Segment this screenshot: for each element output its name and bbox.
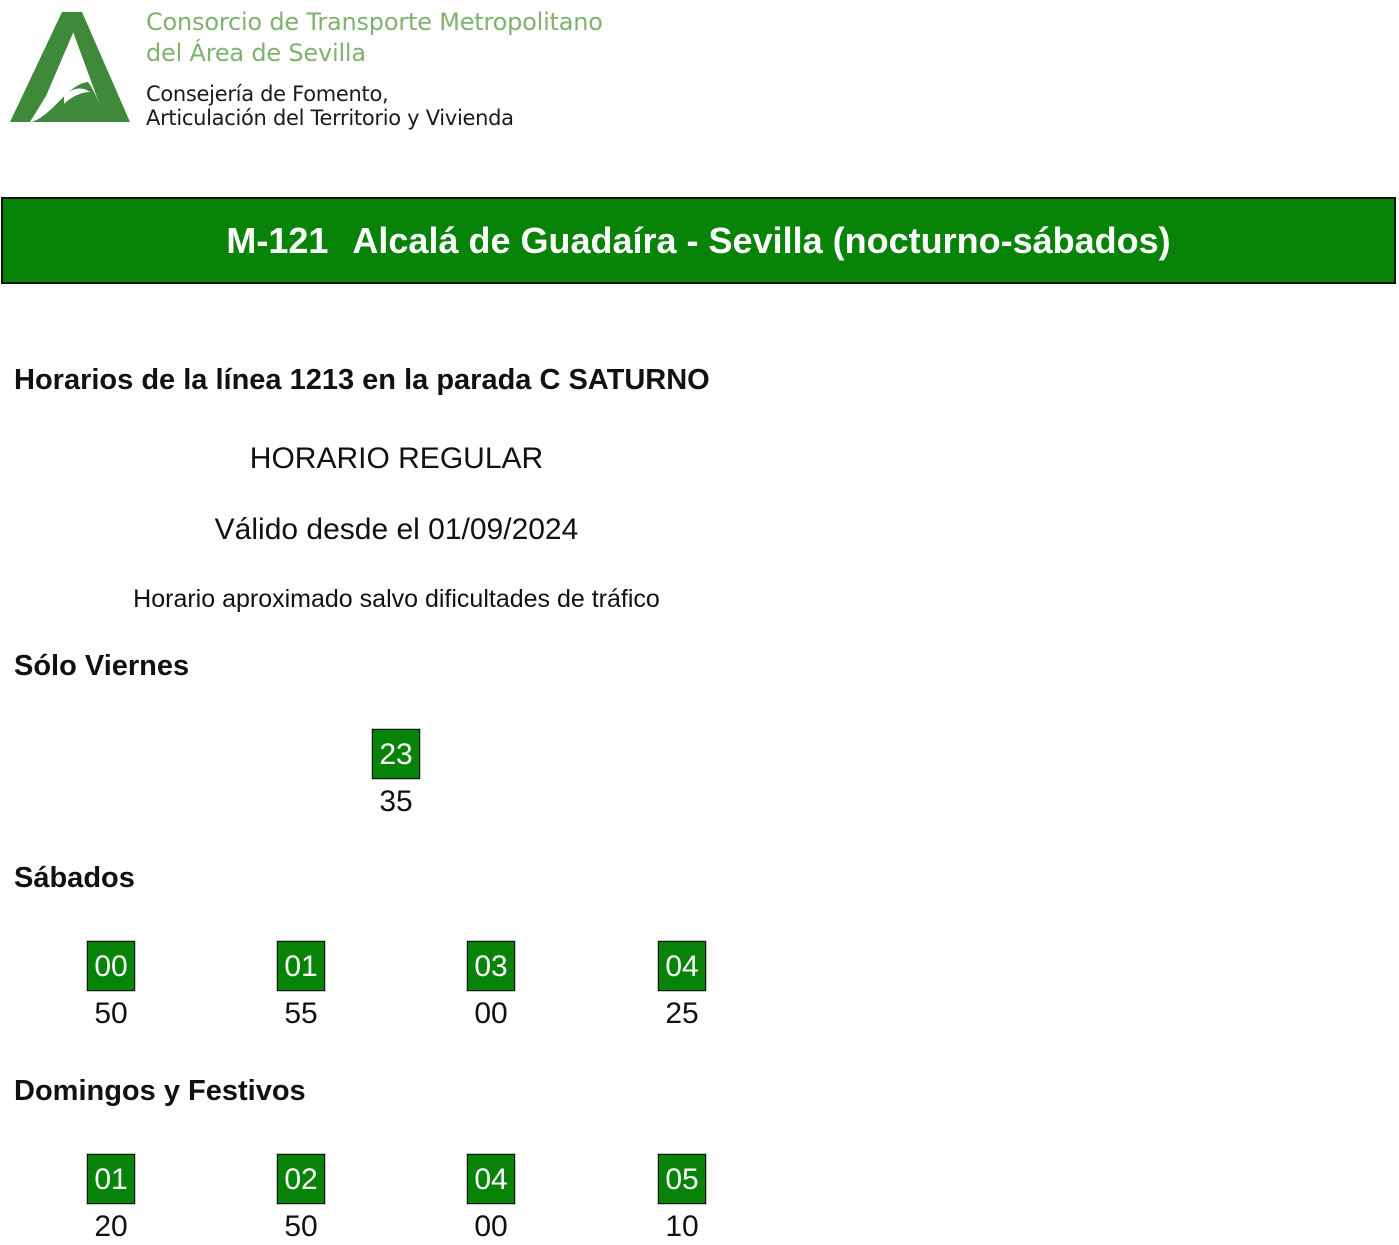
minute-value: 25	[665, 997, 699, 1030]
junta-andalucia-logo-icon	[10, 10, 132, 128]
time-slot	[461, 1154, 521, 1245]
hour-box: 23	[372, 729, 420, 779]
section-title-saturday: Sábados	[14, 862, 135, 894]
hour-box: 02	[277, 1154, 325, 1204]
time-slot	[81, 941, 141, 1032]
hour-box: 04	[467, 1154, 515, 1204]
stop-schedule-subtitle: Horarios de la línea 1213 en la parada C SATURNO	[14, 364, 710, 396]
hour-box: 05	[658, 1154, 706, 1204]
hour-box: 03	[467, 941, 515, 991]
minute-value: 10	[665, 1210, 699, 1243]
minute-value: 50	[284, 1210, 318, 1243]
traffic-disclaimer: Horario aproximado salvo dificultades de tráfico	[133, 585, 660, 613]
minute-value: 00	[474, 997, 508, 1030]
department-name-line2: Articulación del Territorio y Vivienda	[146, 106, 514, 130]
hour-box: 01	[87, 1154, 135, 1204]
time-slot	[366, 729, 426, 820]
minute-value: 35	[379, 785, 413, 818]
minute-value: 55	[284, 997, 318, 1030]
organization-name-line1: Consorcio de Transporte Metropolitano	[146, 8, 603, 36]
section-title-sundays-holidays: Domingos y Festivos	[14, 1075, 306, 1107]
time-slot	[271, 1154, 331, 1245]
department-name-line1: Consejería de Fomento,	[146, 82, 389, 106]
hour-box: 00	[87, 941, 135, 991]
time-slot	[652, 941, 712, 1032]
organization-name-line2: del Área de Sevilla	[146, 39, 366, 67]
time-slot	[652, 1154, 712, 1245]
schedule-type: HORARIO REGULAR	[249, 442, 544, 475]
section-title-friday: Sólo Viernes	[14, 650, 190, 682]
minute-value: 20	[94, 1210, 128, 1243]
time-slot	[271, 941, 331, 1032]
valid-from-date: Válido desde el 01/09/2024	[214, 513, 579, 546]
minute-value: 00	[474, 1210, 508, 1243]
route-name: Alcalá de Guadaíra - Sevilla (nocturno-sábados)	[352, 219, 1171, 261]
minute-value: 50	[94, 997, 128, 1030]
time-slot	[81, 1154, 141, 1245]
hour-box: 01	[277, 941, 325, 991]
route-title-bar	[1, 197, 1396, 284]
time-slot	[461, 941, 521, 1032]
line-code: M-121	[226, 219, 329, 261]
hour-box: 04	[658, 941, 706, 991]
